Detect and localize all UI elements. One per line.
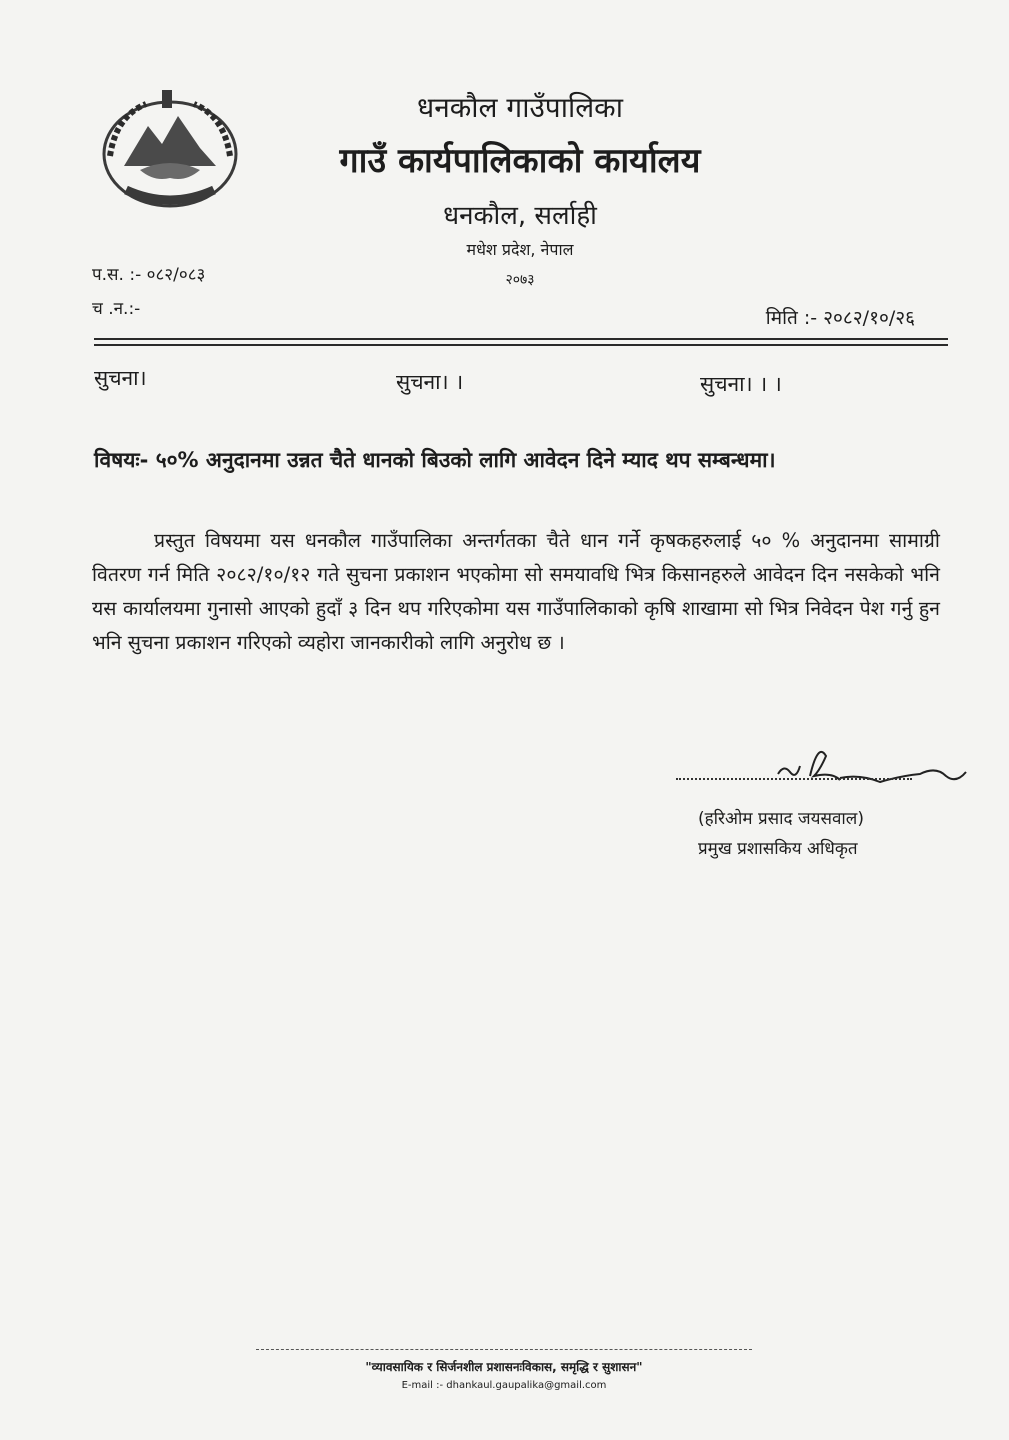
footer-divider bbox=[256, 1349, 752, 1350]
nepal-emblem-icon bbox=[96, 86, 244, 214]
notice-label: सुचना। । bbox=[396, 370, 464, 394]
signature bbox=[770, 736, 980, 796]
header-divider bbox=[94, 344, 948, 346]
office-name: गाउँ कार्यपालिकाको कार्यालय bbox=[339, 141, 701, 181]
signatory-name: (हरिओम प्रसाद जयसवाल) bbox=[698, 809, 864, 829]
notice-label: सुचना। bbox=[94, 366, 147, 390]
letter-number: प.स. :- ०८२/०८३ bbox=[92, 265, 206, 285]
letter-subject: विषयः- ५०% अनुदानमा उन्नत चैते धानको बिउको लागि आवेदन दिने म्याद थप सम्बन्धमा। bbox=[94, 448, 776, 472]
signature-line bbox=[676, 778, 912, 780]
dispatch-number: च .न.:- bbox=[92, 299, 141, 319]
letter-body: प्रस्तुत विषयमा यस धनकौल गाउँपालिका अन्तर्गतका चैते धान गर्ने कृषकहरुलाई ५० % अनुदानमा सामाग्री वितरण गर्न मिति २०८२/१०/१२ गते सुचना प्रकाशन भएकोमा सो समयावधि भित्र किसानहरुले आवेदन दिन नसकेको भनि यस कार्यालयमा गुनासो आएको हुदाँ ३ दिन थप गरिएकोमा यस गाउँपालिकाको कृषि शाखामा सो भित्र निवेदन पेश गर्नु हुन भनि सुचना प्रकाशन गरिएको व्यहोरा जानकारीको लागि अनुरोध छ । bbox=[92, 529, 940, 654]
letter-date: मिति :- २०८२/१०/२६ bbox=[765, 307, 915, 329]
municipality-name: धनकौल गाउँपालिका bbox=[417, 91, 623, 124]
notice-label: सुचना। । । bbox=[700, 372, 782, 396]
header-divider bbox=[94, 338, 948, 340]
established-year: २०७३ bbox=[505, 272, 535, 288]
office-location: धनकौल, सर्लाही bbox=[443, 201, 597, 231]
province-country: मधेश प्रदेश, नेपाल bbox=[466, 240, 574, 259]
footer-motto: "व्यावसायिक र सिर्जनशील प्रशासनःविकास, समृद्धि र सुशासन" bbox=[365, 1360, 643, 1374]
footer-email: E-mail :- dhankaul.gaupalika@gmail.com bbox=[401, 1380, 607, 1391]
signatory-title: प्रमुख प्रशासकिय अधिकृत bbox=[698, 839, 858, 859]
